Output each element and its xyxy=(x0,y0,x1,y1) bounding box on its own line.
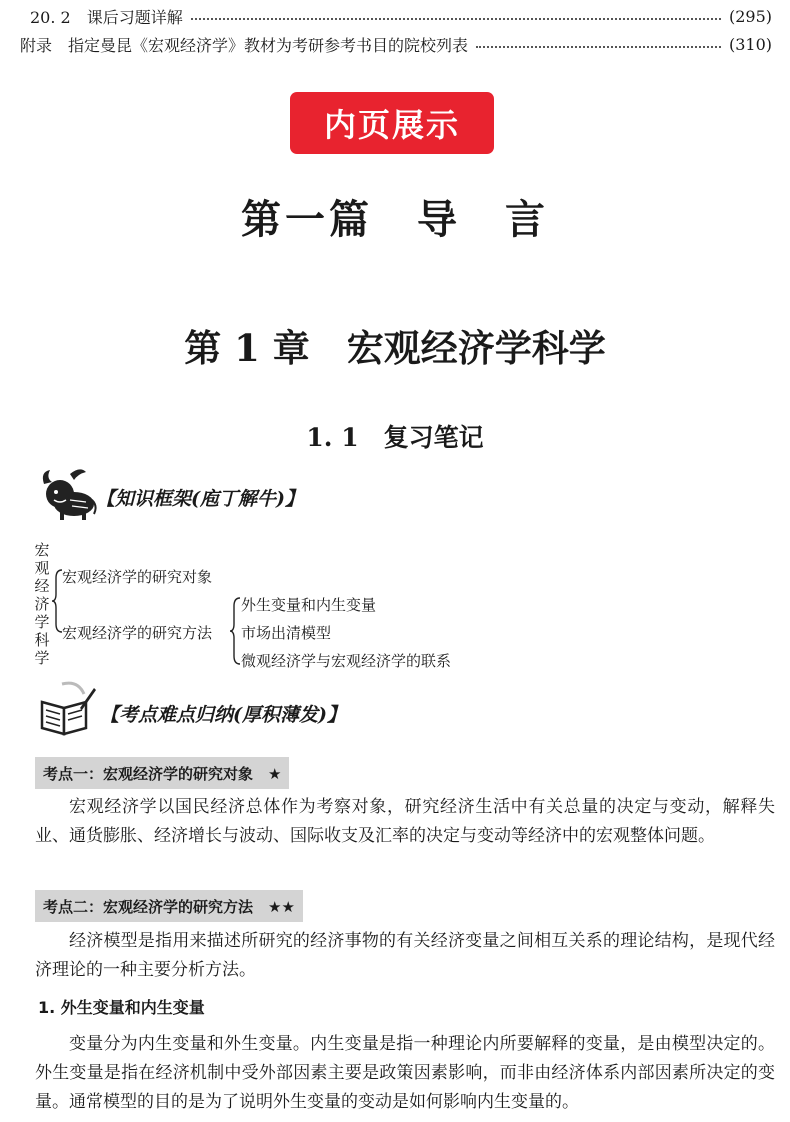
keypoints-header: 【考点难点归纳(厚积薄发)】 xyxy=(100,704,346,726)
subsection-body: 变量分为内生变量和外生变量。内生变量是指一种理论内所要解释的变量，是由模型决定的。外生变量是指在经济机制中受外部因素主要是政策因素影响，而非由经济体系内部因素所决定的变量。通常模型的目的是为了说明外生变量的变动是如何影响内生变量的。 xyxy=(35,1034,775,1112)
tree-root: 宏观经济学科学 xyxy=(34,541,50,667)
keypoint-title: 考点一：宏观经济学的研究对象 ★ xyxy=(35,757,289,789)
toc-entry[interactable] xyxy=(20,30,772,58)
part-title: 第一篇 导 言 xyxy=(241,197,549,243)
tree-node: 市场出清模型 xyxy=(241,624,332,642)
toc-entry-page: (310) xyxy=(728,34,772,54)
book-pen-icon xyxy=(38,680,96,736)
toc-dot-leader xyxy=(191,18,721,20)
tree-node: 外生变量和内生变量 xyxy=(241,596,377,614)
subsection-title: 1. 外生变量和内生变量 xyxy=(38,998,205,1017)
chapter-title: 第 1 章 宏观经济学科学 xyxy=(184,326,606,370)
keypoint-body: 宏观经济学以国民经济总体作为考察对象，研究经济生活中有关总量的决定与变动，解释失业、通货膨胀、经济增长与波动、国际收支及汇率的决定与变动等经济中的宏观整体问题。 xyxy=(35,797,775,846)
toc-entry[interactable] xyxy=(20,2,772,30)
toc-entry-label: 附录 指定曼昆《宏观经济学》教材为考研参考书目的院校列表 xyxy=(20,35,469,55)
ox-icon xyxy=(36,466,98,522)
tree-node: 微观经济学与宏观经济学的联系 xyxy=(241,652,452,670)
keypoint-body: 经济模型是指用来描述所研究的经济事物的有关经济变量之间相互关系的理论结构，是现代经济理论的一种主要分析方法。 xyxy=(35,931,775,980)
section-title: 1. 1 复习笔记 xyxy=(306,423,484,452)
toc-entry-label: 20. 2 课后习题详解 xyxy=(30,7,183,27)
tree-node: 宏观经济学的研究对象 xyxy=(62,568,213,586)
keypoint-title: 考点二：宏观经济学的研究方法 ★★ xyxy=(35,890,303,922)
framework-header: 【知识框架(庖丁解牛)】 xyxy=(96,488,304,510)
toc-entry-page: (295) xyxy=(728,6,772,26)
preview-banner: 内页展示 xyxy=(290,92,494,154)
tree-node: 宏观经济学的研究方法 xyxy=(62,624,213,642)
toc-dot-leader xyxy=(476,46,721,48)
